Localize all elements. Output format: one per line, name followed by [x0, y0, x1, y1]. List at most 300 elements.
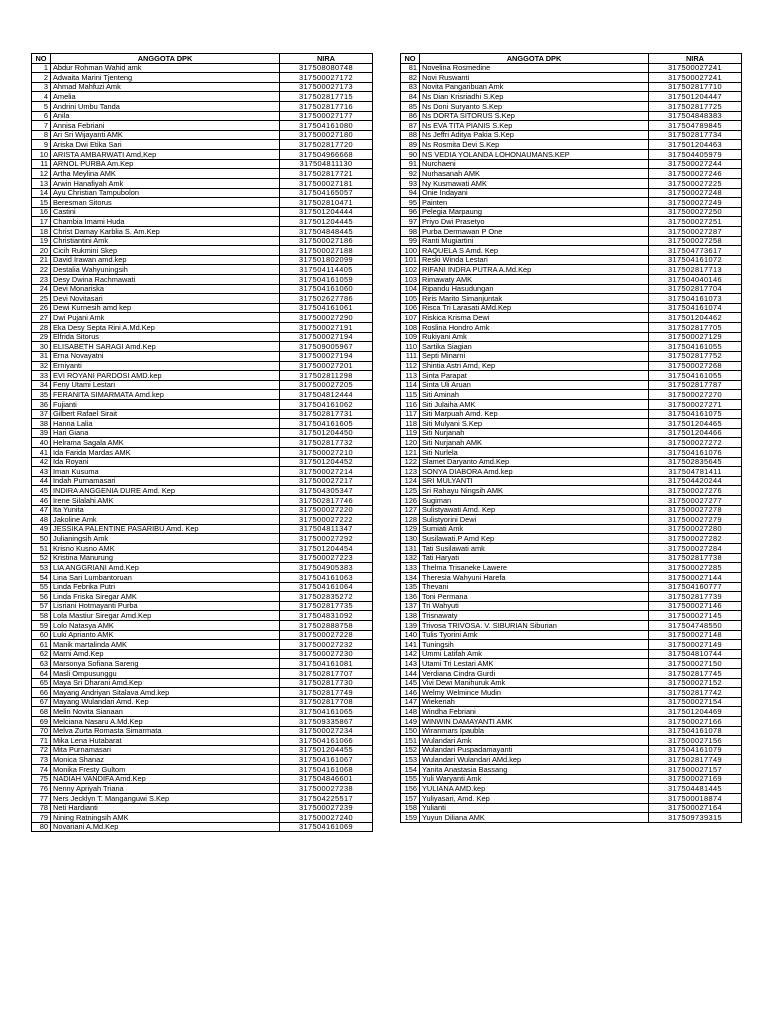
table-row	[401, 496, 742, 506]
member-nira: 317502817705	[649, 323, 742, 333]
member-nira: 317504161063	[280, 572, 373, 582]
member-nira: 317500027290	[280, 313, 373, 323]
row-number: 153	[401, 755, 420, 765]
member-nira: 317500027169	[649, 774, 742, 784]
member-name: Novi Ruswanti	[420, 73, 649, 83]
table-row	[401, 380, 742, 390]
table-row	[32, 640, 373, 650]
row-number: 62	[32, 649, 51, 659]
table-row	[32, 265, 373, 275]
row-number: 121	[401, 447, 420, 457]
row-number: 107	[401, 313, 420, 323]
member-name: Windha Febriani	[420, 707, 649, 717]
member-nira: 317500027248	[649, 188, 742, 198]
member-nira: 317504040146	[649, 275, 742, 285]
table-row	[32, 102, 373, 112]
row-number: 105	[401, 294, 420, 304]
table-row	[32, 111, 373, 121]
table-row	[32, 390, 373, 400]
row-number: 27	[32, 313, 51, 323]
row-number: 85	[401, 102, 420, 112]
table-row	[401, 592, 742, 602]
member-name: Christ Damay Karblia S. Am.Kep	[51, 226, 280, 236]
table-row	[32, 246, 373, 256]
member-name: Siti Aminah	[420, 390, 649, 400]
member-nira: 317502817720	[280, 140, 373, 150]
row-number: 151	[401, 736, 420, 746]
table-row	[32, 496, 373, 506]
table-row	[401, 582, 742, 592]
column-header-no: NO	[32, 54, 51, 64]
member-name: Krisno Kusno AMK	[51, 544, 280, 554]
row-number: 157	[401, 793, 420, 803]
member-nira: 317501204463	[649, 140, 742, 150]
member-name: Christiantini Amk	[51, 236, 280, 246]
table-row	[401, 82, 742, 92]
row-number: 81	[401, 63, 420, 73]
member-name: LIA ANGGRIANI Amd.Kep	[51, 563, 280, 573]
member-nira: 317504305347	[280, 486, 373, 496]
member-name: Annisa Febriani	[51, 121, 280, 131]
table-row	[32, 697, 373, 707]
member-nira: 317500027166	[649, 717, 742, 727]
row-number: 154	[401, 765, 420, 775]
member-name: Jakoline Amk	[51, 515, 280, 525]
member-name: Siti Nurjanah	[420, 428, 649, 438]
member-nira: 317502817734	[649, 130, 742, 140]
member-nira: 317500027217	[280, 476, 373, 486]
row-number: 77	[32, 793, 51, 803]
member-name: Wulandari Puspadamayanti	[420, 745, 649, 755]
member-name: Luki Aprianto AMK	[51, 630, 280, 640]
member-nira: 317504161055	[649, 342, 742, 352]
member-nira: 317500027145	[649, 611, 742, 621]
row-number: 115	[401, 390, 420, 400]
member-name: JESSIKA PALENTINE PASARIBU Amd. Kep	[51, 524, 280, 534]
member-name: NS VEDIA YOLANDA LOHONAUMANS.KEP	[420, 150, 649, 160]
table-row	[401, 553, 742, 563]
member-name: Melva Zurta Romasta Simarmata	[51, 726, 280, 736]
member-nira: 317504161073	[649, 294, 742, 304]
member-nira: 317501204462	[649, 313, 742, 323]
table-row	[401, 649, 742, 659]
row-number: 158	[401, 803, 420, 813]
row-number: 131	[401, 544, 420, 554]
table-row	[32, 73, 373, 83]
table-row	[32, 803, 373, 813]
member-nira: 317500027228	[280, 630, 373, 640]
table-row	[32, 169, 373, 179]
table-row	[401, 524, 742, 534]
table-row	[401, 467, 742, 477]
member-nira: 317500027144	[649, 572, 742, 582]
table-row	[401, 351, 742, 361]
row-number: 147	[401, 697, 420, 707]
table-row	[32, 332, 373, 342]
table-row	[401, 803, 742, 813]
table-row	[401, 438, 742, 448]
row-number: 39	[32, 428, 51, 438]
row-number: 110	[401, 342, 420, 352]
row-number: 53	[32, 563, 51, 573]
member-name: Masli Ompusunggu	[51, 669, 280, 679]
row-number: 69	[32, 717, 51, 727]
member-name: Mayang Andriyan Sitalava Amd.kep	[51, 688, 280, 698]
member-name: Ns DORTA SITORUS S.Kep	[420, 111, 649, 121]
table-row	[401, 399, 742, 409]
member-nira: 317504161067	[280, 755, 373, 765]
table-row	[401, 323, 742, 333]
member-name: Novelina Rosmedine	[420, 63, 649, 73]
member-nira: 317500027241	[649, 73, 742, 83]
member-nira: 317502835645	[649, 457, 742, 467]
row-number: 30	[32, 342, 51, 352]
member-nira: 317502810471	[280, 198, 373, 208]
row-number: 76	[32, 784, 51, 794]
row-number: 56	[32, 592, 51, 602]
member-nira: 317500027210	[280, 447, 373, 457]
member-name: Hanna Lalia	[51, 419, 280, 429]
table-row	[32, 226, 373, 236]
row-number: 58	[32, 611, 51, 621]
table-row	[401, 169, 742, 179]
table-row	[32, 630, 373, 640]
row-number: 111	[401, 351, 420, 361]
row-number: 52	[32, 553, 51, 563]
table-row	[32, 409, 373, 419]
table-row	[32, 582, 373, 592]
table-row	[401, 226, 742, 236]
row-number: 73	[32, 755, 51, 765]
row-number: 45	[32, 486, 51, 496]
member-name: Destalia Wahyuningsih	[51, 265, 280, 275]
member-nira: 317500027287	[649, 226, 742, 236]
member-name: Thevani	[420, 582, 649, 592]
member-name: Chambia Imami Huda	[51, 217, 280, 227]
table-header-row	[32, 54, 373, 64]
row-number: 7	[32, 121, 51, 131]
column-header-no: NO	[401, 54, 420, 64]
member-nira: 317500027250	[649, 207, 742, 217]
table-row	[401, 544, 742, 554]
member-nira: 317504405979	[649, 150, 742, 160]
table-row	[401, 102, 742, 112]
row-number: 44	[32, 476, 51, 486]
member-nira: 317502817708	[280, 697, 373, 707]
member-nira: 317500027268	[649, 361, 742, 371]
row-number: 114	[401, 380, 420, 390]
table-row	[401, 419, 742, 429]
member-name: Risca Tri Larasati AMd.Kep	[420, 303, 649, 313]
table-row	[401, 130, 742, 140]
row-number: 116	[401, 399, 420, 409]
row-number: 9	[32, 140, 51, 150]
member-name: Maya Sri Dharani Amd.Kep	[51, 678, 280, 688]
member-name: Novariani A.Md.Kep	[51, 822, 280, 832]
member-nira: 317501204469	[649, 707, 742, 717]
row-number: 100	[401, 246, 420, 256]
row-number: 3	[32, 82, 51, 92]
table-row	[401, 92, 742, 102]
row-number: 109	[401, 332, 420, 342]
member-name: Indah Purnamasari	[51, 476, 280, 486]
table-row	[32, 130, 373, 140]
table-row	[32, 121, 373, 131]
row-number: 86	[401, 111, 420, 121]
row-number: 122	[401, 457, 420, 467]
member-name: Nining Ratningsih AMK	[51, 813, 280, 823]
member-name: Devi Monariska	[51, 284, 280, 294]
table-row	[401, 361, 742, 371]
table-row	[32, 159, 373, 169]
member-name: Mika Lena Hutabarat	[51, 736, 280, 746]
table-row	[401, 688, 742, 698]
row-number: 132	[401, 553, 420, 563]
member-name: Sumiati Amk	[420, 524, 649, 534]
member-name: Nurchaeni	[420, 159, 649, 169]
table-row	[401, 409, 742, 419]
member-name: Melin Novita Sianaan	[51, 707, 280, 717]
roster-table-left	[31, 53, 373, 832]
member-name: Monica Shanaz	[51, 755, 280, 765]
row-number: 130	[401, 534, 420, 544]
member-nira: 317500027271	[649, 399, 742, 409]
row-number: 34	[32, 380, 51, 390]
member-name: Novita Pangaribuan Amk	[420, 82, 649, 92]
row-number: 38	[32, 419, 51, 429]
member-nira: 317504161081	[280, 659, 373, 669]
member-nira: 317501204445	[280, 217, 373, 227]
member-nira: 317501204455	[280, 745, 373, 755]
table-row	[32, 755, 373, 765]
member-nira: 317504161074	[649, 303, 742, 313]
member-name: Anila	[51, 111, 280, 121]
row-number: 141	[401, 640, 420, 650]
member-name: Devi Novitasari	[51, 294, 280, 304]
row-number: 72	[32, 745, 51, 755]
table-row	[32, 255, 373, 265]
member-nira: 317500027277	[649, 496, 742, 506]
member-name: Ida Farida Mardas AMK	[51, 447, 280, 457]
member-name: Shintia Astri Amd, Kep	[420, 361, 649, 371]
member-nira: 317500027230	[280, 649, 373, 659]
member-nira: 317502817746	[280, 496, 373, 506]
table-row	[32, 447, 373, 457]
member-nira: 317501204466	[649, 428, 742, 438]
member-name: WINWIN DAMAYANTI AMK	[420, 717, 649, 727]
member-name: Dwi Pujani Amk	[51, 313, 280, 323]
member-name: Lola Mastiur Siregar Amd.Kep	[51, 611, 280, 621]
table-row	[32, 150, 373, 160]
row-number: 26	[32, 303, 51, 313]
member-name: RAQUELA S Amd. Kep	[420, 246, 649, 256]
table-row	[401, 303, 742, 313]
member-nira: 317500027173	[280, 82, 373, 92]
member-name: Ns Rosmita Devi S.Kep	[420, 140, 649, 150]
member-nira: 317504789845	[649, 121, 742, 131]
member-name: Wiranmars Ipaubla	[420, 726, 649, 736]
table-row	[401, 63, 742, 73]
member-nira: 317500027157	[649, 765, 742, 775]
row-number: 102	[401, 265, 420, 275]
table-row	[401, 275, 742, 285]
member-nira: 317502817715	[280, 92, 373, 102]
table-row	[401, 457, 742, 467]
table-row	[32, 572, 373, 582]
table-row	[401, 630, 742, 640]
table-row	[32, 505, 373, 515]
member-name: ELISABETH SARAGI Amd.Kep	[51, 342, 280, 352]
table-row	[401, 774, 742, 784]
member-name: Trisnawaty	[420, 611, 649, 621]
member-name: Lina Sari Lumbantoruan	[51, 572, 280, 582]
member-nira: 317500027284	[649, 544, 742, 554]
member-name: Septi Minarni	[420, 351, 649, 361]
table-row	[401, 313, 742, 323]
member-nira: 317504811130	[280, 159, 373, 169]
member-name: Utami Tri Lestari AMK	[420, 659, 649, 669]
table-row	[401, 111, 742, 121]
member-nira: 317502817731	[280, 409, 373, 419]
member-nira: 317504161068	[280, 765, 373, 775]
member-name: Painten	[420, 198, 649, 208]
member-nira: 317504161062	[280, 399, 373, 409]
member-name: Castini	[51, 207, 280, 217]
row-number: 96	[401, 207, 420, 217]
member-nira: 317509739315	[649, 813, 742, 823]
member-name: Sartika Siagian	[420, 342, 649, 352]
table-row	[401, 793, 742, 803]
member-nira: 317500027246	[649, 169, 742, 179]
table-row	[401, 505, 742, 515]
member-nira: 317504846601	[280, 774, 373, 784]
row-number: 97	[401, 217, 420, 227]
table-row	[401, 707, 742, 717]
table-row	[401, 486, 742, 496]
row-number: 61	[32, 640, 51, 650]
member-name: Yuyun Diliana AMK	[420, 813, 649, 823]
member-nira: 317504225517	[280, 793, 373, 803]
row-number: 99	[401, 236, 420, 246]
table-row	[401, 620, 742, 630]
member-nira: 317500027186	[280, 236, 373, 246]
table-row	[401, 601, 742, 611]
member-nira: 317504812444	[280, 390, 373, 400]
member-name: Yulianti	[420, 803, 649, 813]
member-name: Gilbert Rafael Sirait	[51, 409, 280, 419]
table-row	[401, 515, 742, 525]
table-row	[32, 659, 373, 669]
table-row	[401, 717, 742, 727]
member-nira: 317502817704	[649, 284, 742, 294]
member-nira: 317504161065	[280, 707, 373, 717]
row-number: 126	[401, 496, 420, 506]
member-nira: 317504748550	[649, 620, 742, 630]
table-row	[401, 121, 742, 131]
member-nira: 317500027180	[280, 130, 373, 140]
table-row	[401, 745, 742, 755]
member-nira: 317500027172	[280, 73, 373, 83]
member-name: Iman Kusuma	[51, 467, 280, 477]
table-row	[401, 640, 742, 650]
row-number: 90	[401, 150, 420, 160]
row-number: 106	[401, 303, 420, 313]
member-name: ARNOL PURBA Am.Kep	[51, 159, 280, 169]
row-number: 41	[32, 447, 51, 457]
row-number: 129	[401, 524, 420, 534]
table-row	[32, 198, 373, 208]
row-number: 64	[32, 669, 51, 679]
member-nira: 317500027149	[649, 640, 742, 650]
member-name: Ayu Christian Tampubolon	[51, 188, 280, 198]
row-number: 140	[401, 630, 420, 640]
row-number: 88	[401, 130, 420, 140]
member-nira: 317500027270	[649, 390, 742, 400]
member-nira: 317502817787	[649, 380, 742, 390]
member-name: Ida Royani	[51, 457, 280, 467]
member-name: Linda Febrika Putri	[51, 582, 280, 592]
row-number: 148	[401, 707, 420, 717]
table-row	[32, 601, 373, 611]
row-number: 24	[32, 284, 51, 294]
table-row	[401, 476, 742, 486]
row-number: 78	[32, 803, 51, 813]
table-row	[32, 669, 373, 679]
table-row	[401, 736, 742, 746]
member-name: Sri Rahayu Ningsih AMK	[420, 486, 649, 496]
table-row	[401, 140, 742, 150]
member-name: Fujianti	[51, 399, 280, 409]
member-nira: 317500027238	[280, 784, 373, 794]
row-number: 98	[401, 226, 420, 236]
table-row	[401, 697, 742, 707]
table-row	[401, 236, 742, 246]
row-number: 57	[32, 601, 51, 611]
member-name: Adwaita Marini Tjenteng	[51, 73, 280, 83]
row-number: 150	[401, 726, 420, 736]
table-row	[32, 707, 373, 717]
member-nira: 317502817752	[649, 351, 742, 361]
table-row	[32, 428, 373, 438]
table-row	[401, 659, 742, 669]
member-name: Sulistyorini Dewi	[420, 515, 649, 525]
table-row	[401, 217, 742, 227]
member-name: Sulistyawati Amd. Kep	[420, 505, 649, 515]
member-name: Yuli Waryanti Amk	[420, 774, 649, 784]
row-number: 124	[401, 476, 420, 486]
table-row	[32, 476, 373, 486]
member-name: Ners Jecklyn T. Manganguwi S.Kep	[51, 793, 280, 803]
table-row	[32, 457, 373, 467]
table-row	[32, 678, 373, 688]
member-name: Yuliyasari, Amd. Kep	[420, 793, 649, 803]
member-nira: 317500027146	[649, 601, 742, 611]
row-number: 63	[32, 659, 51, 669]
member-nira: 317504161069	[280, 822, 373, 832]
roster-body-right	[401, 63, 742, 822]
table-row	[401, 678, 742, 688]
member-nira: 317504161055	[649, 371, 742, 381]
member-nira: 317500027188	[280, 246, 373, 256]
member-nira: 317500027191	[280, 323, 373, 333]
column-header-nira: NIRA	[280, 54, 373, 64]
member-name: Dewi Kurnesih amd kep	[51, 303, 280, 313]
row-number: 87	[401, 121, 420, 131]
table-row	[32, 63, 373, 73]
member-nira: 317504811347	[280, 524, 373, 534]
member-nira: 317502817710	[649, 82, 742, 92]
member-nira: 317500027279	[649, 515, 742, 525]
